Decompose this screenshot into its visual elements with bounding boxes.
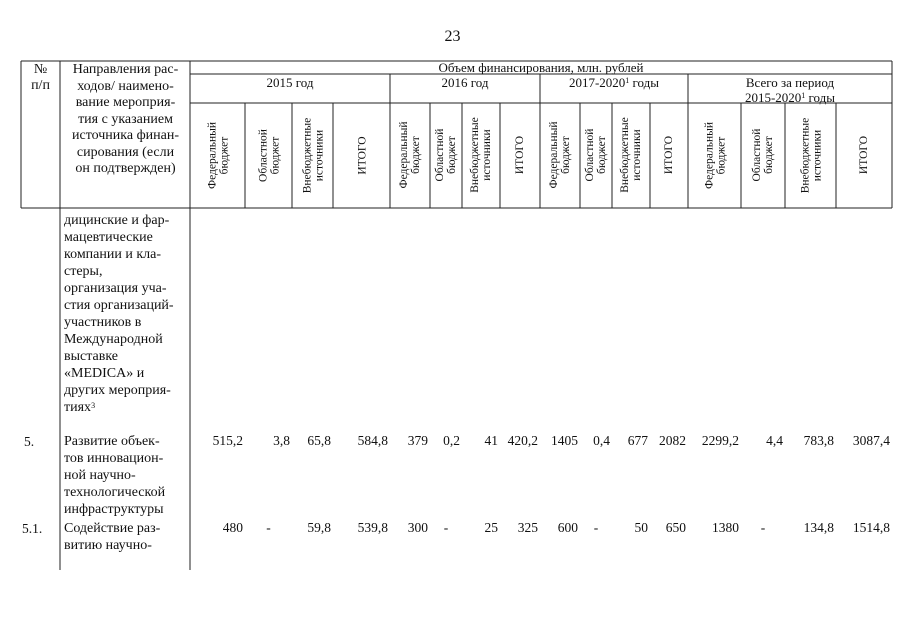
row5-cell: 41	[484, 433, 498, 448]
row51-cell: 59,8	[307, 520, 331, 535]
row5-cell: 584,8	[357, 433, 388, 448]
page-number: 23	[444, 28, 461, 45]
row5-cell: 1405	[551, 433, 578, 448]
row5-cell: 0,4	[593, 433, 610, 448]
subheader-total: ИТОГО	[355, 135, 368, 175]
subheader-regional: Областной бюджет	[751, 128, 775, 182]
row51-num: 5.1.	[22, 521, 43, 536]
row51-cell: 539,8	[357, 520, 388, 535]
subheader-extra: Внебюджетные источники	[469, 117, 493, 193]
row5-cell: 2082	[659, 433, 686, 448]
row51-cell: -	[266, 520, 271, 535]
subheader-extra: Внебюджетные источники	[798, 117, 823, 193]
subheader-total: ИТОГО	[663, 135, 675, 175]
header-2017-2020: 2017-2020$^1$ годы	[568, 75, 660, 90]
row51-cell: 1380	[712, 520, 739, 535]
row5-cell: 677	[627, 433, 648, 448]
subheader-total: ИТОГО	[858, 135, 870, 175]
row51-cell: -	[760, 520, 766, 535]
subheader-regional: Областной бюджет	[434, 128, 458, 182]
header-total-period: Всего за период 2015-2020$^1$ годы	[744, 75, 836, 105]
subheader-total: ИТОГО	[514, 135, 526, 175]
row51-cell: 325	[517, 520, 538, 535]
subheader-extra: Внебюджетные источники	[300, 117, 325, 193]
row5-cell: 3087,4	[852, 433, 890, 448]
row5-text: Развитие объек- тов инновацион- ной научно- технологической инфраструктуры	[64, 434, 166, 517]
row5-cell: 515,2	[212, 433, 243, 448]
subheader-federal: Федеральный бюджет	[548, 121, 572, 189]
subheader-federal: Федеральный бюджет	[205, 121, 230, 189]
row51-cell: -	[443, 520, 449, 535]
row51-cell: 25	[484, 520, 498, 535]
subheader-extra: Внебюджетные источники	[619, 117, 643, 193]
row51-cell: 1514,8	[852, 520, 890, 535]
row5-cell: 65,8	[307, 433, 331, 448]
row5-cell: 420,2	[507, 433, 538, 448]
row5-cell: 0,2	[443, 433, 460, 448]
row51-cell: 300	[407, 520, 428, 535]
header-volume: Объем финансирования, млн. рублей	[438, 60, 644, 75]
subheader-federal: Федеральный бюджет	[702, 121, 727, 189]
header-2015: 2015 год	[266, 75, 314, 90]
subheader-regional: Областной бюджет	[256, 128, 281, 182]
row51-cell: 480	[222, 520, 243, 535]
row51-text: Содействие раз- витию научно-	[64, 521, 161, 553]
header-2016: 2016 год	[441, 75, 489, 90]
row51-cell: 600	[557, 520, 578, 535]
row5-cell: 3,8	[273, 433, 290, 448]
row5-cell: 783,8	[803, 433, 834, 448]
row5-cell: 4,4	[766, 433, 783, 448]
row5-num: 5.	[24, 434, 35, 449]
row51-cell: 134,8	[803, 520, 834, 535]
row51-cell: 50	[634, 520, 648, 535]
row51-cell: -	[593, 520, 599, 535]
subheader-federal: Федеральный бюджет	[398, 121, 422, 189]
row5-cell: 2299,2	[701, 433, 739, 448]
header-num: № п/п	[31, 62, 50, 93]
continuation-text: дицинские и фар- мацевтические компании и кла- стеры, организация уча- стия организаций- участников в Международной выставке «MEDICA» и других мероприя- тиях$^3$	[64, 213, 174, 415]
row5-cell: 379	[407, 433, 428, 448]
row51-cell: 650	[665, 520, 686, 535]
header-direction: Направления рас- ходов/ наимено- вание мероприя- тия с указанием источника финан- сирования (если он подтвержден)	[71, 62, 180, 176]
subheader-regional: Областной бюджет	[584, 128, 608, 182]
